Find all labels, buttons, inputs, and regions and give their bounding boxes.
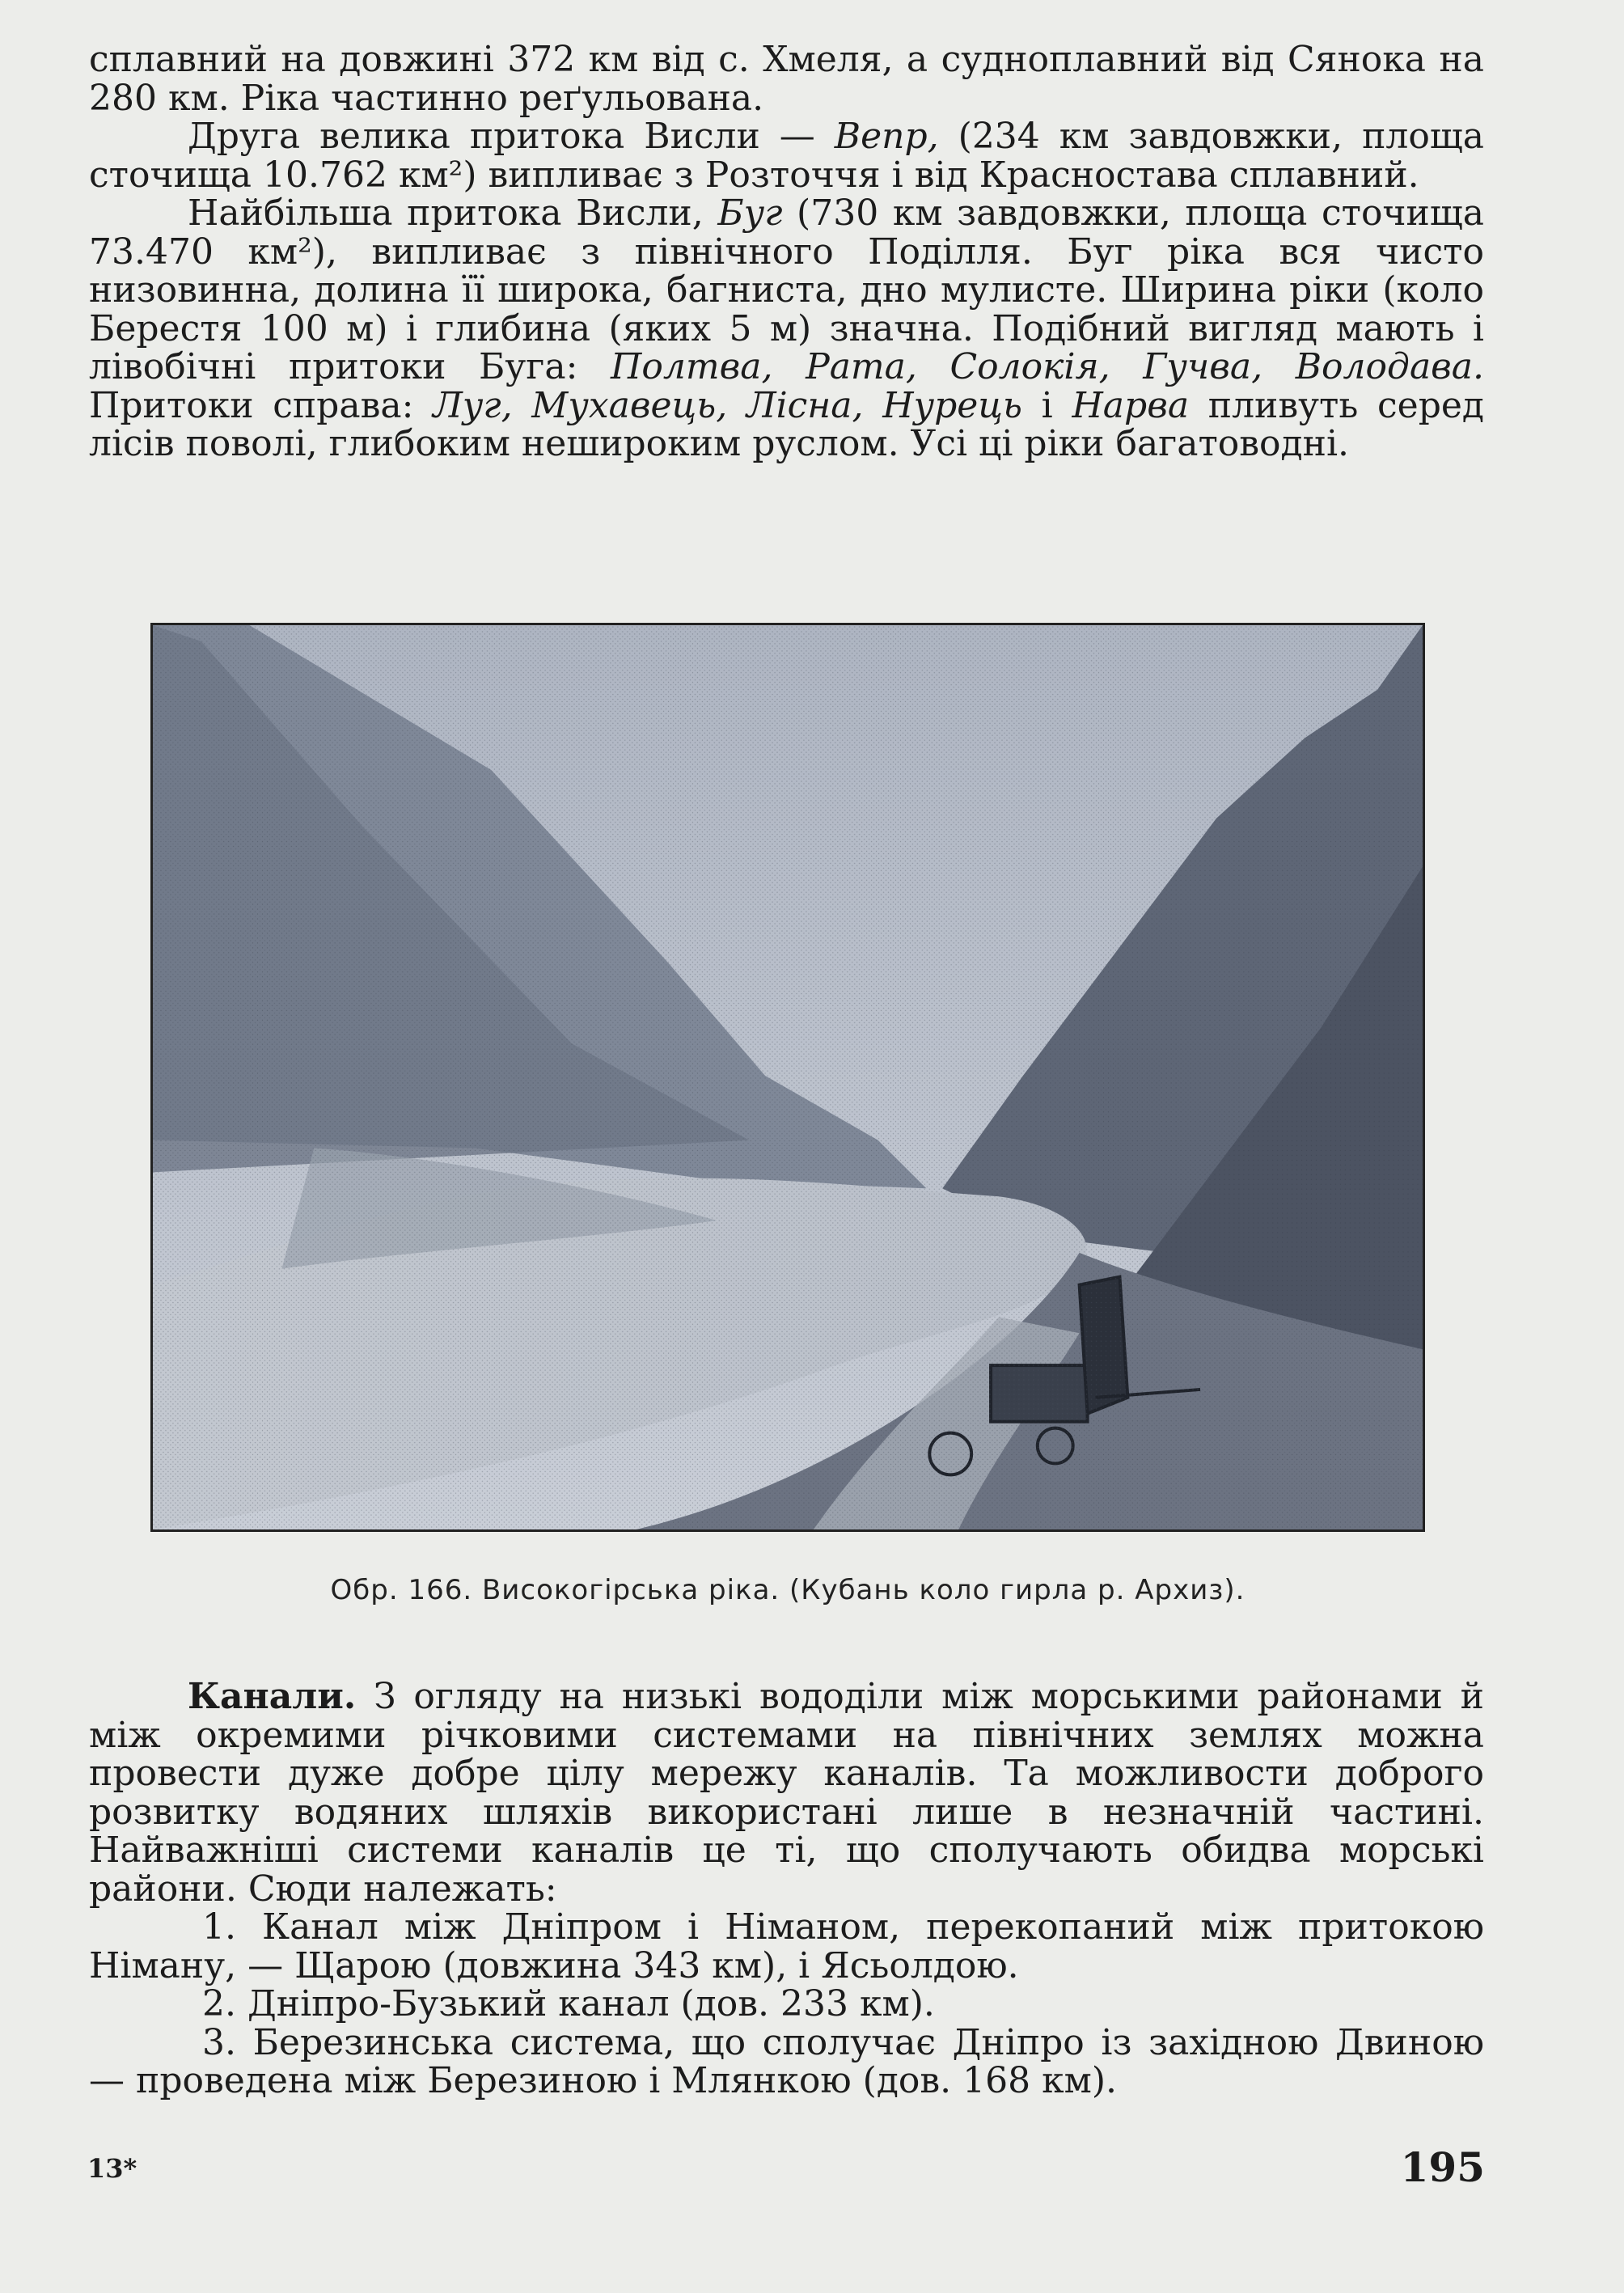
paragraph-text: Друга велика притока Висли —: [188, 116, 835, 157]
list-item: 1. Канал між Дніпром і Німаном, перекопаний між притокою Німану, — Щарою (довжина 343 км), і Ясьолдою.: [89, 1906, 1484, 1986]
list-item: 2. Дніпро-Бузький канал (дов. 233 км).: [202, 1983, 935, 2024]
river-name-narva: Нарва: [1072, 384, 1190, 426]
paragraph-text: сплавний на довжині 372 км від с. Хмеля, а судноплавний від Сянока на 280 км. Ріка частинно реґульована.: [89, 39, 1484, 119]
river-name-wieprz: Вепр,: [834, 116, 939, 157]
mountain-river-illustration: [153, 625, 1423, 1529]
paragraph-continuation: [89, 40, 1484, 117]
paragraph-canals: [89, 1677, 1484, 1908]
paragraph-text: (234 км завдовжки, площа сточища 10.762 км²) випливає з Розточчя і від Красностава сплавний.: [89, 116, 1485, 196]
left-tributaries: Полтва, Рата, Солокія, Гучва, Володава.: [611, 346, 1484, 387]
signature-mark: 13*: [87, 2153, 137, 2184]
paragraph-text: пливуть серед лісів поволі, глибоким нешироким руслом. Усі ці ріки багатоводні.: [89, 384, 1484, 464]
right-tributaries: Луг, Мухавець, Лісна, Нурець: [433, 384, 1022, 426]
paragraph-text: Найбільша притока Висли,: [188, 192, 718, 234]
paragraph-text: (730 км завдовжки, площа сточища 73.470 км²), випливає з північного Поділля. Буг ріка вся чисто низовинна, долина її широка, багниста, дно мулисте. Ширина ріки (коло Берестя 100 м) і глибина (яких 5 м) значна. Подібний вигляд мають і лівобічні притоки Буга:: [89, 192, 1484, 387]
section-heading-canals: Канали.: [188, 1676, 357, 1717]
paragraph-text: і: [1021, 384, 1072, 426]
top-text-block: [89, 40, 1484, 463]
bottom-text-block: [89, 1677, 1484, 2101]
paragraph-wieprz: [89, 117, 1484, 194]
river-name-bug: Буг: [717, 192, 783, 234]
page-number: 195: [1400, 2143, 1485, 2191]
paragraph-text: З огляду на низькі вододіли між морськими районами й між окремими річковими системами на північних землях можна провести дуже добре цілу мережу каналів. Та можливости доброго розвитку водяних шляхів використані лише в незначній частині. Найважніші системи каналів це ті, що сполучають обидва морські райони. Сюди належать:: [89, 1676, 1484, 1910]
paragraph-bug: [89, 194, 1484, 463]
paragraph-text: Притоки справа:: [89, 384, 433, 426]
list-item: 3. Березинська система, що сполучає Дніпро із західною Двиною — проведена між Березиною і Млянкою (дов. 168 км).: [89, 2021, 1484, 2101]
river-valley-photo: [150, 623, 1425, 1532]
figure-caption: Обр. 166. Високогірська ріка. (Кубань коло гирла р. Архиз).: [330, 1574, 1245, 1606]
